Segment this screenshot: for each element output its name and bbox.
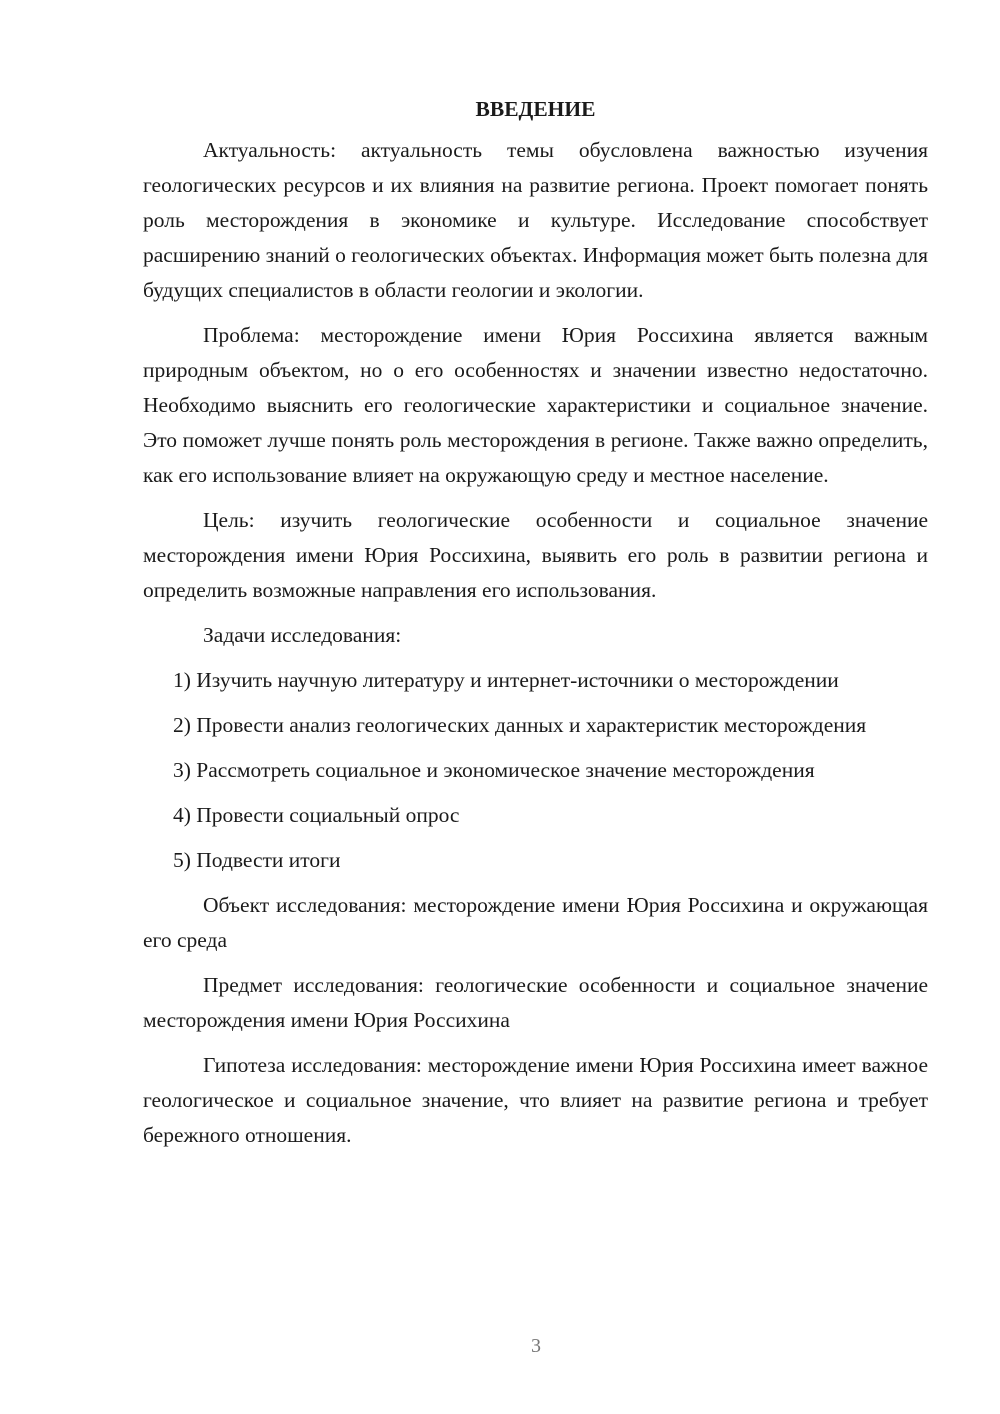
goal-paragraph: Цель: изучить геологические особенности и социальное значение месторождения имени Юрия Россихина, выявить его роль в развитии региона и определить возможные направления его использования. [143, 508, 928, 602]
document-page [143, 92, 928, 1153]
list-item: 3) Рассмотреть социальное и экономическое значение месторождения [173, 758, 815, 782]
relevance-paragraph: Актуальность: актуальность темы обусловлена важностью изучения геологических ресурсов и их влияния на развитие региона. Проект помогает понять роль месторождения в экономике и культуре. Исследование способствует расширению знаний о геологических объектах. Информация может быть полезна для будущих специалистов в области геологии и экологии. [143, 138, 928, 302]
tasks-list [143, 663, 928, 878]
problem-paragraph: Проблема: месторождение имени Юрия Россихина является важным природным объектом, но о его особенностях и значении известно недостаточно. Необходимо выяснить его геологические характеристики и социальное значение. Это поможет лучше понять роль месторождения в регионе. Также важно определить, как его использование влияет на окружающую среду и местное население. [143, 323, 928, 487]
tasks-heading: Задачи исследования: [203, 623, 402, 647]
list-item: 5) Подвести итоги [173, 848, 341, 872]
subject-paragraph: Предмет исследования: геологические особенности и социальное значение месторождения имени Юрия Россихина [143, 973, 928, 1032]
hypothesis-paragraph: Гипотеза исследования: месторождение имени Юрия Россихина имеет важное геологическое и социальное значение, что влияет на развитие региона и требует бережного отношения. [143, 1053, 928, 1147]
list-item: 1) Изучить научную литературу и интернет-источники о месторождении [173, 668, 839, 692]
page-number: 3 [531, 1335, 541, 1357]
section-title: ВВЕДЕНИЕ [475, 97, 596, 121]
list-item: 2) Провести анализ геологических данных и характеристик месторождения [173, 713, 867, 737]
object-paragraph: Объект исследования: месторождение имени Юрия Россихина и окружающая его среда [143, 893, 928, 952]
list-item: 4) Провести социальный опрос [173, 803, 460, 827]
